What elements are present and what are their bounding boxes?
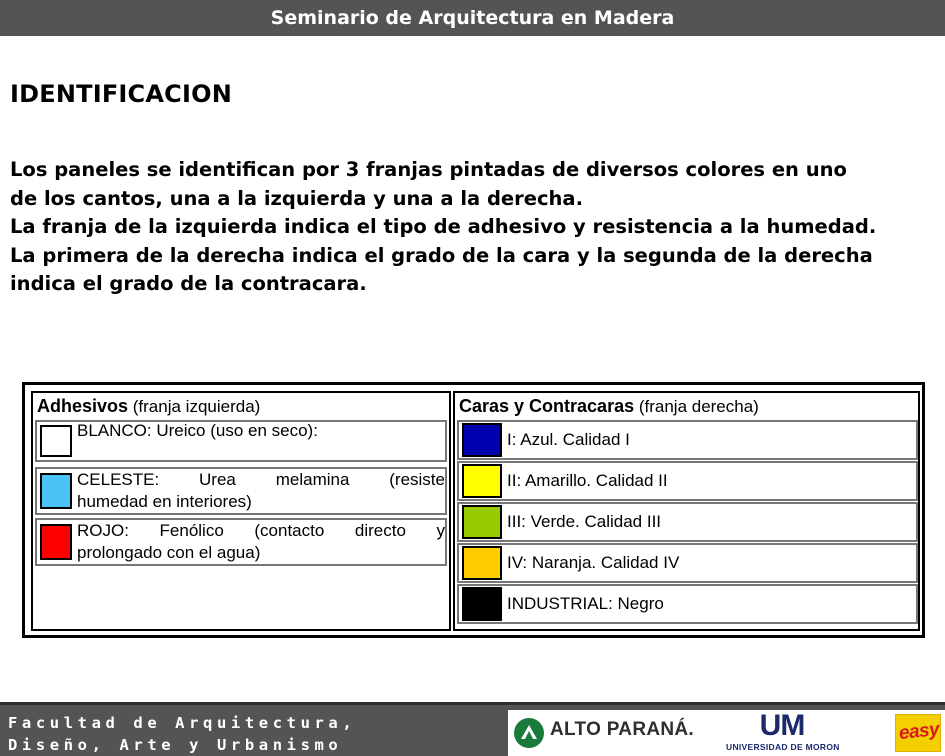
color-code-figure (22, 382, 925, 638)
cara-row-amarillo (457, 461, 918, 501)
header-title: Seminario de Arquitectura en Madera (270, 7, 675, 29)
easy-logo (895, 714, 941, 752)
color-swatch-negro (462, 587, 502, 621)
faculty-line: Facultad de Arquitectura, (8, 714, 357, 732)
easy-logo-text: easy (897, 718, 941, 745)
cara-row-verde (457, 502, 918, 542)
paragraph-line: Los paneles se identifican por 3 franjas pintadas de diversos colores en uno (10, 158, 847, 181)
word: directo (354, 521, 406, 540)
um-logo (726, 711, 838, 755)
cara-label: I: Azul. Calidad I (507, 430, 630, 449)
adhesivo-line1 (77, 520, 445, 542)
cara-label: INDUSTRIAL: Negro (507, 594, 664, 613)
cara-label: II: Amarillo. Calidad II (507, 471, 668, 490)
alto-parana-logo: ALTO PARANÁ. (550, 719, 694, 740)
adhesivos-title-rest: (franja izquierda) (128, 397, 261, 416)
header-bar (0, 0, 945, 36)
caras-panel (453, 391, 920, 631)
adhesivo-row-celeste (35, 467, 447, 515)
alto-parana-logo-icon (512, 717, 546, 749)
adhesivo-line2: humedad en interiores) (77, 492, 252, 511)
color-swatch-naranja (462, 546, 502, 580)
caras-title (459, 396, 759, 417)
section-heading: IDENTIFICACION (10, 80, 232, 108)
word: Urea (199, 470, 236, 489)
um-logo-mark: UM (759, 709, 805, 742)
cara-label: III: Verde. Calidad III (507, 512, 662, 531)
cara-label: IV: Naranja. Calidad IV (507, 553, 680, 572)
adhesivos-title-bold: Adhesivos (37, 396, 129, 416)
cara-row-negro (457, 584, 918, 624)
paragraph-line: La franja de la izquierda indica el tipo de adhesivo y resistencia a la humedad. (10, 215, 877, 238)
color-swatch-celeste (40, 473, 72, 509)
paragraph-line: de los cantos, una a la izquierda y una a la derecha. (10, 186, 583, 210)
color-swatch-verde (462, 505, 502, 539)
cara-row-naranja (457, 543, 918, 583)
paragraph-line: La primera de la derecha indica el grado de la cara y la segunda de la derecha (10, 243, 873, 267)
caras-title-bold: Caras y Contracaras (459, 396, 635, 416)
section-paragraph (10, 156, 945, 299)
cara-row-azul (457, 420, 918, 460)
word: (contacto (254, 521, 325, 540)
sponsor-logos (508, 710, 945, 756)
adhesivo-line1 (77, 469, 445, 491)
word: y (436, 521, 445, 540)
adhesivo-row-rojo (35, 518, 447, 566)
word: ROJO: (77, 521, 129, 540)
word: (resiste (389, 470, 445, 489)
color-swatch-amarillo (462, 464, 502, 498)
adhesivos-title (37, 396, 260, 417)
adhesivo-line2: prolongado con el agua) (77, 543, 261, 562)
adhesivo-row-blanco (35, 420, 447, 462)
um-logo-text: UNIVERSIDAD DE MORON (726, 742, 840, 752)
color-swatch-rojo (40, 524, 72, 560)
word: CELESTE: (77, 470, 160, 489)
faculty-name (8, 712, 356, 756)
caras-title-rest: (franja derecha) (634, 397, 759, 416)
footer-bar (0, 702, 945, 756)
color-swatch-azul (462, 423, 502, 457)
adhesivos-panel (31, 391, 451, 631)
faculty-line: Diseño, Arte y Urbanismo (8, 736, 343, 754)
paragraph-line: indica el grado de la contracara. (10, 272, 367, 295)
color-swatch-blanco (40, 425, 72, 457)
word: Fenólico (159, 521, 224, 540)
adhesivo-label: BLANCO: Ureico (uso en seco): (77, 421, 318, 440)
word: melamina (275, 470, 350, 489)
